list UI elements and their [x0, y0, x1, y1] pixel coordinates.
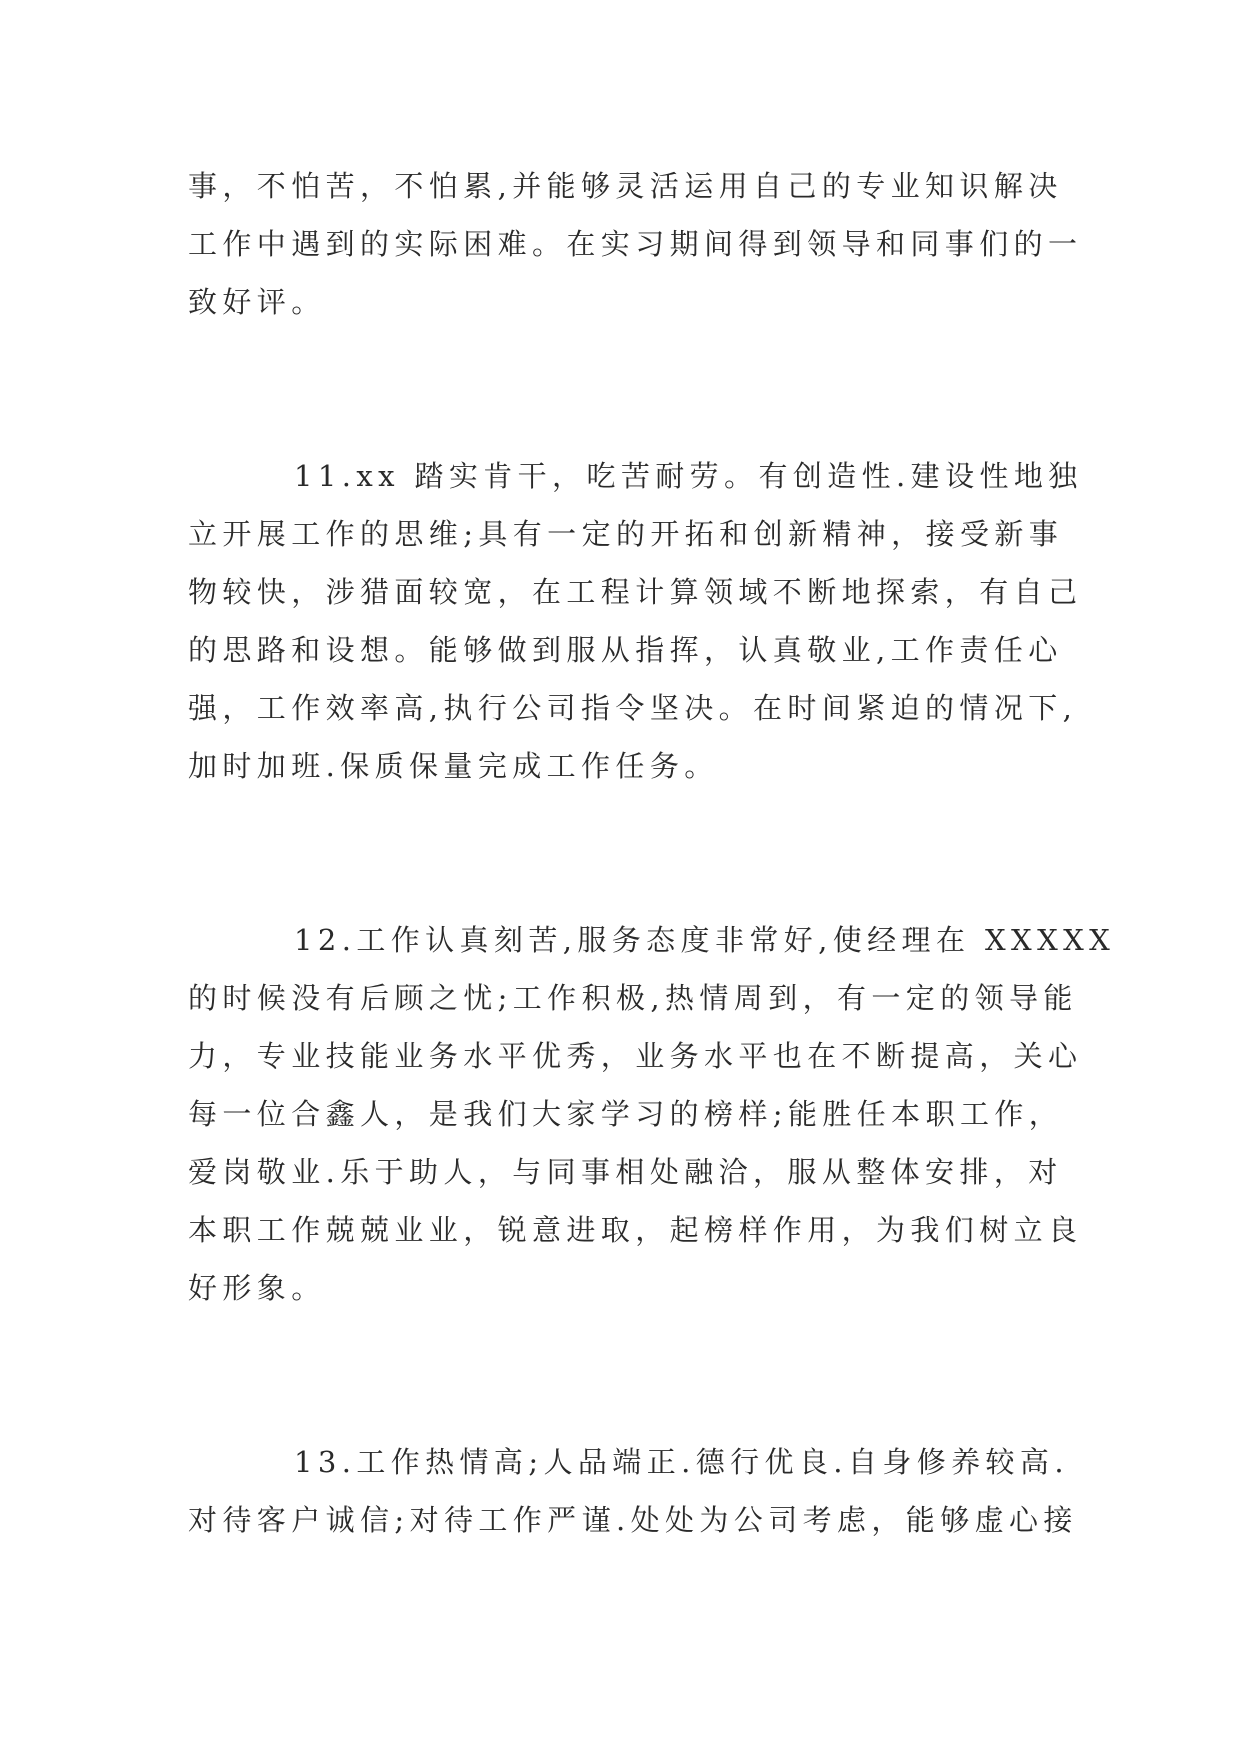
paragraph-line: 对待客户诚信;对待工作严谨.处处为公司考虑，能够虚心接: [188, 1503, 1078, 1537]
paragraph-line: 事，不怕苦，不怕累,并能够灵活运用自己的专业知识解决: [188, 169, 1063, 203]
paragraph-line: 12.工作认真刻苦,服务态度非常好,使经理在 XXXXX: [294, 923, 1116, 957]
paragraph-line: 好形象。: [188, 1271, 326, 1305]
paragraph-line: 11.xx 踏实肯干，吃苦耐劳。有创造性.建设性地独: [294, 459, 1083, 493]
paragraph-item-12: [188, 911, 1116, 1317]
paragraph-item-13: [188, 1433, 1078, 1549]
paragraph-line: 物较快，涉猎面较宽，在工程计算领域不断地探索，有自己: [188, 575, 1083, 609]
paragraph-line: 致好评。: [188, 285, 326, 319]
paragraph-line: 力，专业技能业务水平优秀，业务水平也在不断提高，关心: [188, 1039, 1083, 1073]
paragraph-item-11: [188, 447, 1083, 795]
paragraph-line: 加时加班.保质保量完成工作任务。: [188, 749, 719, 783]
paragraph-line: 的思路和设想。能够做到服从指挥，认真敬业,工作责任心: [188, 633, 1063, 667]
paragraph-line: 13.工作热情高;人品端正.德行优良.自身修养较高.: [294, 1445, 1069, 1479]
paragraph-line: 每一位合鑫人，是我们大家学习的榜样;能胜任本职工作，: [188, 1097, 1064, 1131]
paragraph-line: 立开展工作的思维;具有一定的开拓和创新精神，接受新事: [188, 517, 1064, 551]
paragraph-continuation: [188, 157, 1083, 331]
paragraph-line: 的时候没有后顾之忧;工作积极,热情周到，有一定的领导能: [188, 981, 1078, 1015]
paragraph-line: 工作中遇到的实际困难。在实习期间得到领导和同事们的一: [188, 227, 1083, 261]
paragraph-line: 爱岗敬业.乐于助人，与同事相处融洽，服从整体安排，对: [188, 1155, 1063, 1189]
paragraph-line: 本职工作兢兢业业，锐意进取，起榜样作用，为我们树立良: [188, 1213, 1083, 1247]
paragraph-line: 强，工作效率高,执行公司指令坚决。在时间紧迫的情况下,: [188, 691, 1078, 725]
